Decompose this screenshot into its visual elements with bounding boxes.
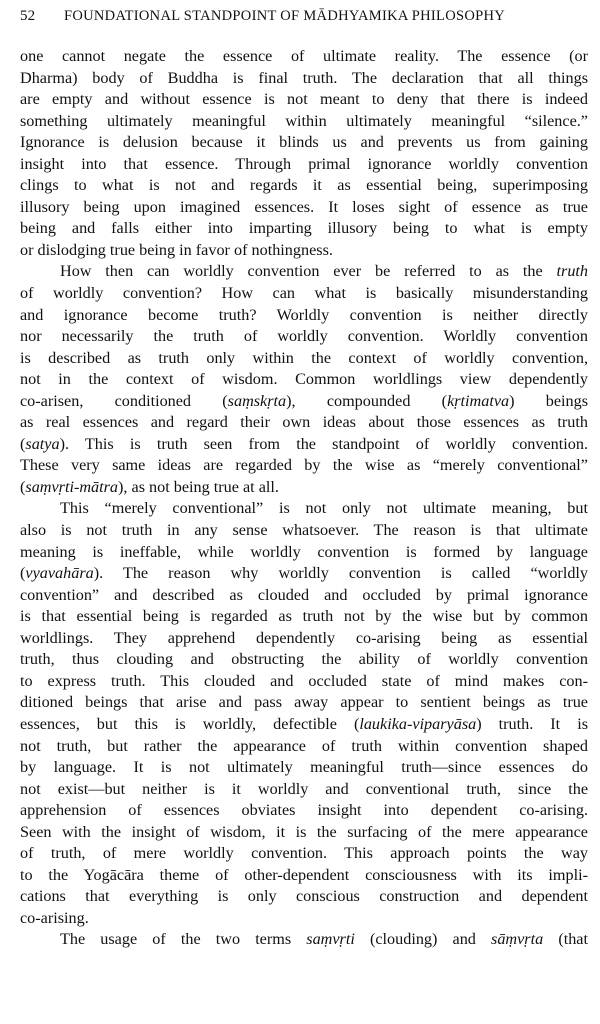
text-line: (satya). This is truth seen from the standpoint of worldly convention. [20, 434, 588, 453]
text-line: as real essences and regard their own ideas about those essences as truth [20, 413, 588, 432]
text-line: co-arisen, conditioned (saṃskṛta), compounded (kṛtimatva) beings [20, 391, 589, 410]
paragraph-2 [20, 261, 588, 498]
text-line: is that essential being is regarded as truth not by the wise but by common [20, 607, 588, 626]
text-line: also is not truth in any sense whatsoever. The reason is that ultimate [20, 521, 588, 540]
text-line: essences, but this is worldly, defectible (laukika-viparyāsa) truth. It is [20, 714, 588, 733]
text-line: meaning is ineffable, while worldly convention is formed by language [20, 542, 588, 561]
text-line: to the Yogācāra theme of other-dependent consciousness with its impli- [20, 865, 588, 884]
text-line: is described as truth only within the context of worldly convention, [20, 348, 588, 367]
body-text [20, 46, 588, 951]
text-line: cations that everything is only conscious construction and dependent [20, 887, 588, 906]
text-line: or dislodging true being in favor of nothingness. [20, 240, 333, 259]
text-line: not truth, but rather the appearance of truth within convention shaped [20, 736, 588, 755]
text-line: are empty and without essence is not meant to deny that there is indeed [20, 90, 588, 109]
text-line: apprehension of essences obviates insight into dependent co-arising. [20, 801, 588, 820]
text-line: not exist—but neither is it worldly and conventional truth, since the [20, 779, 588, 798]
text-line: ditioned beings that arise and pass away appear to sentient beings as true [20, 693, 588, 712]
text-line: insight into that essence. Through primal ignorance worldly convention [20, 154, 588, 173]
paragraph-3 [20, 498, 588, 929]
text-line: being and falls either into imparting illusory being to what is empty [20, 219, 588, 238]
text-line: (saṃvṛti-mātra), as not being true at all. [20, 477, 279, 496]
text-line: Ignorance is delusion because it blinds us and prevents us from gaining [20, 133, 588, 152]
text-line: one cannot negate the essence of ultimate reality. The essence (or [20, 47, 588, 65]
text-line: Dharma) body of Buddha is final truth. The declaration that all things [20, 68, 588, 87]
text-line: co-arising. [20, 908, 89, 927]
text-line: not in the context of wisdom. Common worldlings view dependently [20, 370, 588, 389]
text-line: Seen with the insight of wisdom, it is the surfacing of the mere appearance [20, 822, 588, 841]
running-title: FOUNDATIONAL STANDPOINT OF MĀDHYAMIKA PHILOSOPHY [64, 8, 506, 24]
text-line: The usage of the two terms saṃvṛti (clouding) and sāṃvṛta (that [60, 930, 588, 949]
text-line: of worldly convention? How can what is basically misunderstanding [20, 284, 588, 303]
text-line: These very same ideas are regarded by the wise as “merely conventional” [20, 456, 588, 475]
text-line: of truth, of mere worldly convention. This approach points the way [20, 844, 588, 863]
text-line: and ignorance become truth? Worldly convention is neither directly [20, 305, 588, 324]
text-line: to express truth. This clouded and occluded state of mind makes con- [20, 671, 588, 690]
text-line: illusory being upon imagined essences. It loses sight of essence as true [20, 197, 588, 216]
paragraph-1 [20, 46, 588, 261]
running-head [20, 6, 590, 26]
page-number: 52 [20, 8, 36, 24]
text-line: by language. It is not ultimately meaningful truth—since essences do [20, 758, 588, 777]
text-line: (vyavahāra). The reason why worldly convention is called “worldly [20, 564, 588, 583]
text-line: clings to what is not and regards it as essential being, superimposing [20, 176, 588, 195]
text-line: This “merely conventional” is not only not ultimate meaning, but [60, 499, 588, 518]
text-line: convention” and described as clouded and occluded by primal ignorance [20, 585, 588, 604]
text-line: something ultimately meaningful within ultimately meaningful “silence.” [20, 111, 588, 130]
text-line: How then can worldly convention ever be referred to as the truth [60, 262, 588, 281]
paragraph-4 [20, 929, 588, 951]
text-line: truth, thus clouding and obstructing the ability of worldly convention [20, 650, 588, 669]
text-line: worldlings. They apprehend dependently co-arising being as essential [20, 628, 588, 647]
text-line: nor necessarily the truth of worldly convention. Worldly convention [20, 327, 588, 346]
